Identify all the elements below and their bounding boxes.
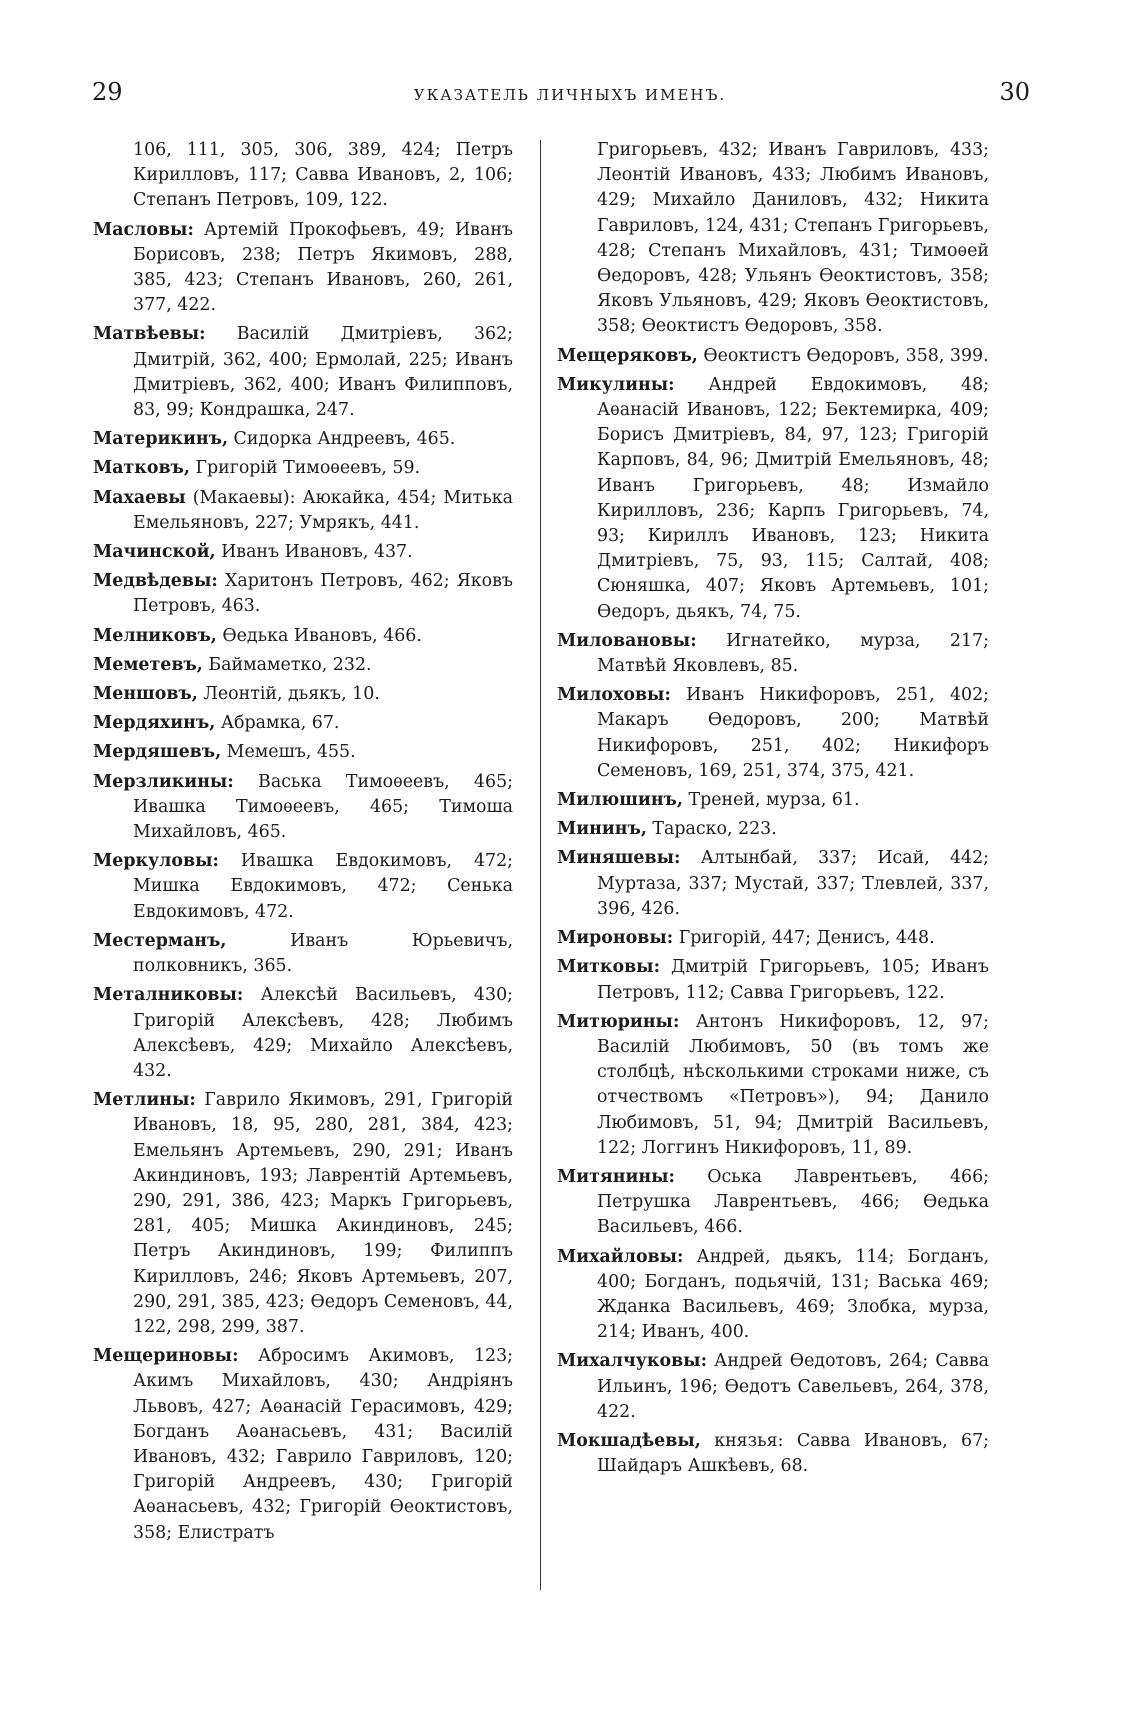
- entry-surname: Матвѣевы:: [93, 324, 206, 345]
- index-entry: [93, 540, 513, 565]
- index-entry: [557, 926, 989, 951]
- index-entry: [93, 929, 513, 979]
- continuation-text: 106, 111, 305, 306, 389, 424; Петръ Кирилловъ, 117; Савва Ивановъ, 2, 106; Степанъ Петровъ, 109, 122.: [133, 140, 513, 211]
- entry-text: Мемешъ, 455.: [221, 742, 356, 763]
- index-entry: [557, 1349, 989, 1425]
- entry-text: Иванъ Юрьевичъ, полковникъ, 365.: [133, 930, 513, 977]
- entry-surname: Мачинской,: [93, 542, 216, 563]
- index-entry: [93, 322, 513, 423]
- entry-text: Дмитрій Григорьевъ, 105; Иванъ Петровъ, 112; Савва Григорьевъ, 122.: [597, 957, 989, 1003]
- index-entry: [557, 788, 989, 813]
- index-entry: [93, 740, 513, 765]
- entry-text: Васька Тимоѳеевъ, 465; Ивашка Тимоѳеевъ, 465; Тимоша Михайловъ, 465.: [133, 771, 513, 843]
- entry-surname: Митюрины:: [557, 1011, 680, 1032]
- index-entry: [93, 682, 513, 707]
- entry-surname: Меркуловы:: [93, 851, 219, 872]
- entry-text: Треней, мурза, 61.: [682, 790, 860, 811]
- entry-text: Ѳеоктистъ Ѳедоровъ, 358, 399.: [697, 345, 989, 366]
- entry-surname: Михайловы:: [557, 1246, 684, 1267]
- entry-text: Гаврило Якимовъ, 291, Григорій Ивановъ, 18, 95, 280, 281, 384, 423; Емельянъ Артемьевъ, 290, 291; Иванъ Акиндиновъ, 193; Лаврентій Артемьевъ, 290, 291, 386, 423; Маркъ Григорьевъ, 281, 405; Мишка Акиндиновъ, 245; Петръ Акиндиновъ, 199; Филиппъ Кирилловъ, 246; Яковъ Артемьевъ, 207, 290, 291, 385, 423; Ѳедоръ Семеновъ, 44, 122, 298, 299, 387.: [133, 1090, 513, 1337]
- page-number-right: 30: [999, 78, 1030, 106]
- running-title: УКАЗАТЕЛЬ ЛИЧНЫХЪ ИМЕНЪ.: [413, 86, 727, 104]
- entry-text: Ивашка Евдокимовъ, 472; Мишка Евдокимовъ, 472; Сенька Евдокимовъ, 472.: [133, 851, 513, 922]
- left-column: [93, 138, 513, 1550]
- entry-surname: Меншовъ,: [93, 684, 198, 705]
- index-entry: [557, 1165, 989, 1241]
- entry-text: Василій Дмитріевъ, 362; Дмитрій, 362, 400; Ермолай, 225; Иванъ Дмитріевъ, 362, 400; Иванъ Филипповъ, 83, 99; Кондрашка, 247.: [133, 324, 513, 421]
- index-entry: [557, 373, 989, 625]
- right-column: [557, 138, 989, 1483]
- index-entry: [93, 653, 513, 678]
- entry-text: Андрей Евдокимовъ, 48; Аѳанасій Ивановъ, 122; Бектемирка, 409; Борисъ Дмитріевъ, 84, 97, 123; Григорій Карповъ, 84, 96; Дмитрій Емельяновъ, 48; Иванъ Григорьевъ, 48; Измайло Кирилловъ, 236; Карпъ Григорьевъ, 74, 93; Кириллъ Ивановъ, 123; Никита Дмитріевъ, 75, 93, 115; Салтай, 408; Сюняшка, 407; Яковъ Артемьевъ, 101; Ѳедоръ, дьякъ, 74, 75.: [597, 374, 989, 622]
- entry-surname: Масловы:: [93, 219, 194, 240]
- entry-text: Абросимъ Акимовъ, 123; Акимъ Михайловъ, 430; Андріянъ Львовъ, 427; Аѳанасій Герасимовъ, 429; Богданъ Аѳанасьевъ, 431; Василій Ивановъ, 432; Гаврило Гавриловъ, 120; Григорій Андреевъ, 430; Григорій Аѳанасьевъ, 432; Григорій Ѳеоктистовъ, 358; Елистратъ: [133, 1346, 513, 1543]
- entry-text: Антонъ Никифоровъ, 12, 97; Василій Любимовъ, 50 (въ томъ же столбцѣ, нѣсколькими строками ниже, съ отчествомъ «Петровъ»), 94; Данило Любимовъ, 51, 94; Дмитрій Васильевъ, 122; Логгинъ Никифоровъ, 11, 89.: [597, 1011, 989, 1158]
- entry-surname: Местерманъ,: [93, 930, 227, 951]
- entry-surname: Мердяхинъ,: [93, 713, 216, 734]
- index-entry: [93, 983, 513, 1084]
- entry-text: Алтынбай, 337; Исай, 442; Муртаза, 337; Мустай, 337; Тлевлей, 337, 396, 426.: [597, 848, 989, 919]
- index-entry: [557, 1429, 989, 1479]
- index-entry: [557, 955, 989, 1005]
- entry-text: Григорій, 447; Денисъ, 448.: [673, 928, 935, 949]
- column-divider: [540, 140, 541, 1590]
- entry-text: Артемій Прокофьевъ, 49; Иванъ Борисовъ, 238; Петръ Якимовъ, 288, 385, 423; Степанъ Ивановъ, 260, 261, 377, 422.: [133, 219, 513, 316]
- entry-surname: Милюшинъ,: [557, 790, 683, 811]
- entry-text: Баймаметко, 232.: [202, 654, 372, 675]
- index-entry: [93, 486, 513, 536]
- entry-text: князья: Савва Ивановъ, 67; Шайдаръ Ашкѣевъ, 68.: [597, 1430, 989, 1477]
- entry-surname: Метлины:: [93, 1090, 196, 1111]
- entry-surname: Митковы:: [557, 957, 661, 978]
- entry-surname: Милоховы:: [557, 685, 671, 706]
- index-entry: [93, 569, 513, 619]
- index-entry: [93, 456, 513, 481]
- index-entry: [93, 770, 513, 846]
- index-entry: [93, 1088, 513, 1340]
- entry-text: Андрей Ѳедотовъ, 264; Савва Ильинъ, 196; Ѳедотъ Савельевъ, 264, 378, 422.: [597, 1351, 989, 1422]
- index-entry: [93, 427, 513, 452]
- entry-surname: Мерзликины:: [93, 771, 234, 792]
- entry-text: Игнатейко, мурза, 217; Матвѣй Яковлевъ, 85.: [597, 630, 989, 677]
- index-entry: [557, 846, 989, 922]
- entry-text: (Макаевы): Аюкайка, 454; Митька Емельяновъ, 227; Умрякъ, 441.: [133, 487, 513, 533]
- entry-text: Абрамка, 67.: [215, 713, 340, 734]
- entry-surname: Мелниковъ,: [93, 625, 217, 646]
- entry-surname: Микулины:: [557, 374, 675, 395]
- entry-surname: Мироновы:: [557, 928, 674, 949]
- index-entry: [557, 1245, 989, 1346]
- entry-surname: Матковъ,: [93, 458, 190, 479]
- entry-text: Иванъ Никифоровъ, 251, 402; Макаръ Ѳедоровъ, 200; Матвѣй Никифоровъ, 251, 402; Никифоръ Семеновъ, 169, 251, 374, 375, 421.: [597, 685, 989, 781]
- entry-surname: Махаевы: [93, 487, 186, 508]
- entry-text: Тараско, 223.: [646, 819, 777, 840]
- entry-surname: Мининъ,: [557, 819, 647, 840]
- entry-surname: Митянины:: [557, 1166, 675, 1187]
- entry-text: Алексѣй Васильевъ, 430; Григорій Алексѣевъ, 428; Любимъ Алексѣевъ, 429; Михайло Алексѣевъ, 432.: [133, 985, 513, 1081]
- entry-surname: Миловановы:: [557, 630, 697, 651]
- entry-text: Ѳедька Ивановъ, 466.: [216, 625, 422, 646]
- index-entry: [93, 849, 513, 925]
- entry-text: Леонтій, дьякъ, 10.: [197, 684, 380, 705]
- page-number-left: 29: [92, 78, 123, 106]
- index-entry: [557, 629, 989, 679]
- index-entry: [557, 344, 989, 369]
- entry-text: Сидорка Андреевъ, 465.: [228, 429, 456, 450]
- index-entry: [93, 218, 513, 319]
- entry-surname: Мещеряковъ,: [557, 345, 698, 366]
- index-entry: [557, 817, 989, 842]
- entry-surname: Мещериновы:: [93, 1346, 239, 1367]
- entry-surname: Мокшадѣевы,: [557, 1430, 701, 1451]
- entry-surname: Михалчуковы:: [557, 1351, 708, 1372]
- continuation-text: Григорьевъ, 432; Иванъ Гавриловъ, 433; Леонтій Ивановъ, 433; Любимъ Ивановъ, 429; Михайло Даниловъ, 432; Никита Гавриловъ, 124, 431; Степанъ Григорьевъ, 428; Степанъ Михайловъ, 431; Тимоѳей Ѳедоровъ, 428; Ульянъ Ѳеоктистовъ, 358; Яковъ Ульяновъ, 429; Яковъ Ѳеоктистовъ, 358; Ѳеоктистъ Ѳедоровъ, 358.: [597, 140, 989, 337]
- page-header: [92, 78, 1048, 118]
- entry-surname: Металниковы:: [93, 985, 244, 1006]
- entry-text: Андрей, дьякъ, 114; Богданъ, 400; Богданъ, подьячій, 131; Васька 469; Жданка Васильевъ, 469; Злобка, мурза, 214; Иванъ, 400.: [597, 1246, 989, 1343]
- index-entry: [93, 1344, 513, 1546]
- entry-surname: Меметевъ,: [93, 654, 203, 675]
- entry-text: Григорій Тимоѳеевъ, 59.: [189, 458, 421, 479]
- entry-text: Харитонъ Петровъ, 462; Яковъ Петровъ, 463.: [133, 571, 513, 617]
- entry-surname: Материкинъ,: [93, 429, 228, 450]
- index-entry: [93, 624, 513, 649]
- entry-text: Оська Лаврентьевъ, 466; Петрушка Лаврентьевъ, 466; Ѳедька Васильевъ, 466.: [597, 1166, 989, 1238]
- entry-surname: Мердяшевъ,: [93, 742, 222, 763]
- index-entry: [93, 711, 513, 736]
- entry-surname: Медвѣдевы:: [93, 571, 218, 592]
- entry-surname: Миняшевы:: [557, 848, 681, 869]
- index-entry: [557, 683, 989, 784]
- index-entry: [557, 1010, 989, 1161]
- entry-text: Иванъ Ивановъ, 437.: [215, 542, 413, 563]
